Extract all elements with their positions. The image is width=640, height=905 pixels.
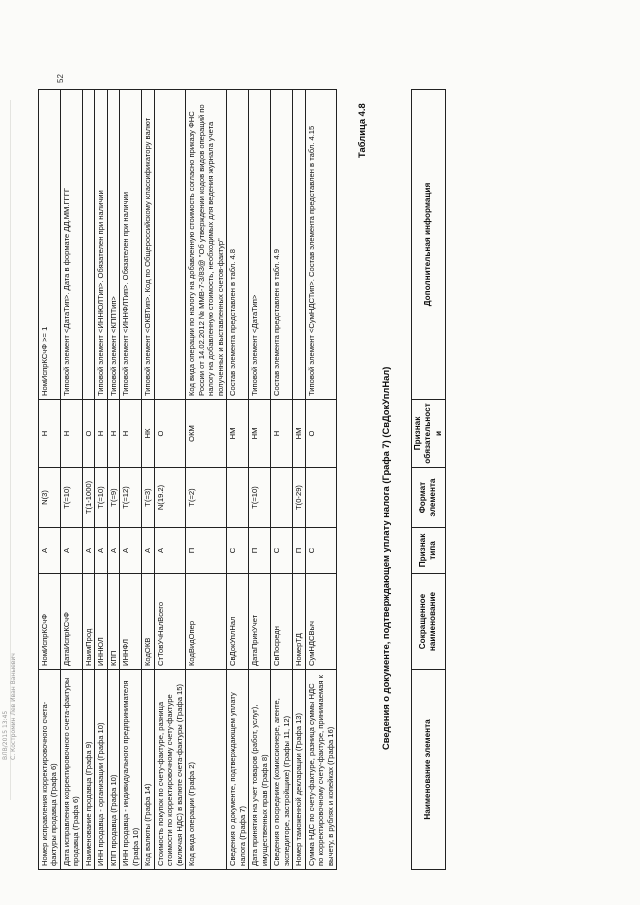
table-cell: О xyxy=(305,400,336,468)
table-cell: КПП продавца (Графа 10) xyxy=(107,670,119,870)
table-cell: П xyxy=(249,528,271,574)
table-row xyxy=(154,90,185,870)
table-number: Таблица 4.8 xyxy=(356,103,367,158)
table-cell: Типовой элемент <ИННФЛТип>. Обязателен при наличии xyxy=(120,90,142,400)
column-header: Признак типа xyxy=(412,528,446,574)
stamp xyxy=(2,620,18,760)
table-cell: Код вида операции (Графа 2) xyxy=(186,670,227,870)
table-cell: С xyxy=(271,528,293,574)
table-cell: Типовой элемент <КППТип> xyxy=(107,90,119,400)
table-gap xyxy=(337,90,412,870)
table-row xyxy=(186,90,227,870)
table-row xyxy=(227,90,249,870)
table-cell: T(1-1000) xyxy=(82,468,94,528)
table-cell: T(=10) xyxy=(95,468,107,528)
table-row xyxy=(82,90,94,870)
table-cell: Н xyxy=(95,400,107,468)
table-cell: А xyxy=(60,528,82,574)
table-row xyxy=(39,90,61,870)
table-cell: T(=9) xyxy=(107,468,119,528)
stamp-line: ВЛВ/2015 13:45 xyxy=(2,710,9,760)
table-cell: Сумма НДС по счету-фактуре, разница суммы НДС по корректировочному счету-фактуре, принимаемая к вычету, в рублях и копейках (Графа 16) xyxy=(305,670,336,870)
table-header-row xyxy=(412,90,446,870)
column-header: Признак обязательности xyxy=(412,400,446,468)
table-cell: T(=12) xyxy=(120,468,142,528)
table-cell: НМ xyxy=(293,400,305,468)
table-cell: О xyxy=(82,400,94,468)
table-cell xyxy=(293,90,305,400)
table-cell: Сведения о документе, подтверждающем уплату налога (Графа 7) xyxy=(227,670,249,870)
table-cell: ДатаИспрКСчФ xyxy=(60,574,82,670)
rotated-content xyxy=(38,90,638,870)
table-cell: Дата исправления корректировочного счета-фактуры продавца (Графа 6) xyxy=(60,670,82,870)
table-cell: Типовой элемент <ДатаТип> xyxy=(249,90,271,400)
table-cell: Код валюты (Графа 14) xyxy=(142,670,154,870)
table-cell: СвДокУплНал xyxy=(227,574,249,670)
table-cell: Типовой элемент <ИННЮЛТип>. Обязателен при наличии xyxy=(95,90,107,400)
table-cell: Дата принятия на учет товаров (работ, услуг), имущественных прав (Графа 8) xyxy=(249,670,271,870)
table-cell: НМ xyxy=(249,400,271,468)
table-cell: С xyxy=(227,528,249,574)
table-cell: П xyxy=(293,528,305,574)
table-cell: Типовой элемент <СумНДСТип>. Состав элемента представлен в табл. 4.15 xyxy=(305,90,336,400)
table-caption: Сведения о документе, подтверждающем уплату налога (Графа 7) (СвДокУплНал) xyxy=(380,366,391,750)
table-cell: Состав элемента представлен в табл. 4.8 xyxy=(227,90,249,400)
table-cell: А xyxy=(39,528,61,574)
table-cell: Н xyxy=(60,400,82,468)
table-cell: Н xyxy=(107,400,119,468)
table-cell: СтТовУчНалВсего xyxy=(154,574,185,670)
table-row xyxy=(120,90,142,870)
table-row xyxy=(249,90,271,870)
table-cell: Состав элемента представлен в табл. 4.9 xyxy=(271,90,293,400)
table-row xyxy=(107,90,119,870)
table-cell: Н xyxy=(120,400,142,468)
table-cell xyxy=(82,90,94,400)
table-cell: T(=2) xyxy=(186,468,227,528)
table-cell: ИНН продавца - индивидуального предпринимателя (Графа 10) xyxy=(120,670,142,870)
table-cell: А xyxy=(107,528,119,574)
table-cell: Код вида операции по налогу на добавленную стоимость согласно приказу ФНС России от 14.02.2012 № ММВ-7-3/83@ "Об утверждении кодов видов операций по налогу на добавленную стоимость, необходимых для ведения журнала учета полученных и выставленных счетов-фактур" xyxy=(186,90,227,400)
table-cell: Номер таможенной декларации (Графа 13) xyxy=(293,670,305,870)
table-cell: А xyxy=(95,528,107,574)
table-cell: КодОКВ xyxy=(142,574,154,670)
table-cell: ДатаПринУчет xyxy=(249,574,271,670)
table-cell: T(=10) xyxy=(60,468,82,528)
column-header: Сокращенное наименование xyxy=(412,574,446,670)
table-cell: НомИспрКСчФ xyxy=(39,574,61,670)
table-row xyxy=(305,90,336,870)
table-cell: НМ xyxy=(227,400,249,468)
table-cell: N(19.2) xyxy=(154,468,185,528)
table-cell: Наименование продавца (Графа 9) xyxy=(82,670,94,870)
table-cell: T(=10) xyxy=(249,468,271,528)
table-cell: Типовой элемент <ОКВТип>. Код по Общероссийскому классификатору валют xyxy=(142,90,154,400)
table-cell: Стоимость покупок по счету-фактуре, разница стоимости по корректировочному счету-фактуре (включая НДС) в валюте счета-фактуры (Графа 15) xyxy=(154,670,185,870)
table-cell: Типовой элемент <ДатаТип>. Дата в формате ДД.ММ.ГГГГ xyxy=(60,90,82,400)
table-cell: Сведения о посреднике (комиссионере, агенте, экспедиторе, застройщике) (Графы 11, 12) xyxy=(271,670,293,870)
column-header: Формат элемента xyxy=(412,468,446,528)
column-header: Наименование элемента xyxy=(412,670,446,870)
table-cell: А xyxy=(120,528,142,574)
table-cell: А xyxy=(82,528,94,574)
table-cell: НК xyxy=(142,400,154,468)
table-cell: ИНН продавца - организации (Графа 10) xyxy=(95,670,107,870)
table-row xyxy=(293,90,305,870)
table-cell: СвПосредн xyxy=(271,574,293,670)
table-cell: А xyxy=(154,528,185,574)
table-cell: Н xyxy=(39,400,61,468)
table-cell xyxy=(154,90,185,400)
table-cell: С xyxy=(305,528,336,574)
table-cell: Н xyxy=(271,400,293,468)
table-cell: T(=3) xyxy=(142,468,154,528)
table-cell: НаимПрод xyxy=(82,574,94,670)
table-cell: N(3) xyxy=(39,468,61,528)
table-row xyxy=(142,90,154,870)
table-cell: А xyxy=(142,528,154,574)
table-cell xyxy=(271,468,293,528)
table-cell: ИННФЛ xyxy=(120,574,142,670)
column-header: Дополнительная информация xyxy=(412,90,446,400)
table-cell: СумНДСВыч xyxy=(305,574,336,670)
table-cell: ОКМ xyxy=(186,400,227,468)
table-row xyxy=(95,90,107,870)
table-cell: П xyxy=(186,528,227,574)
stamp-line: С. Костромин Лев Иван Ваныевич xyxy=(9,653,17,760)
table-cell: О xyxy=(154,400,185,468)
table-cell xyxy=(305,468,336,528)
table-cell: ИННЮЛ xyxy=(95,574,107,670)
table-cell: T(0-29) xyxy=(293,468,305,528)
table-cell: КодВидОпер xyxy=(186,574,227,670)
table-row xyxy=(271,90,293,870)
table-cell xyxy=(227,468,249,528)
page-number: 52 xyxy=(55,74,65,83)
table-cell: НомИспрКСчФ >= 1 xyxy=(39,90,61,400)
table-cell: КПП xyxy=(107,574,119,670)
table-cell: Номер исправления корректировочного счета-фактуры продавца (Графа 6) xyxy=(39,670,61,870)
table-row xyxy=(60,90,82,870)
table-cell: НомерТД xyxy=(293,574,305,670)
